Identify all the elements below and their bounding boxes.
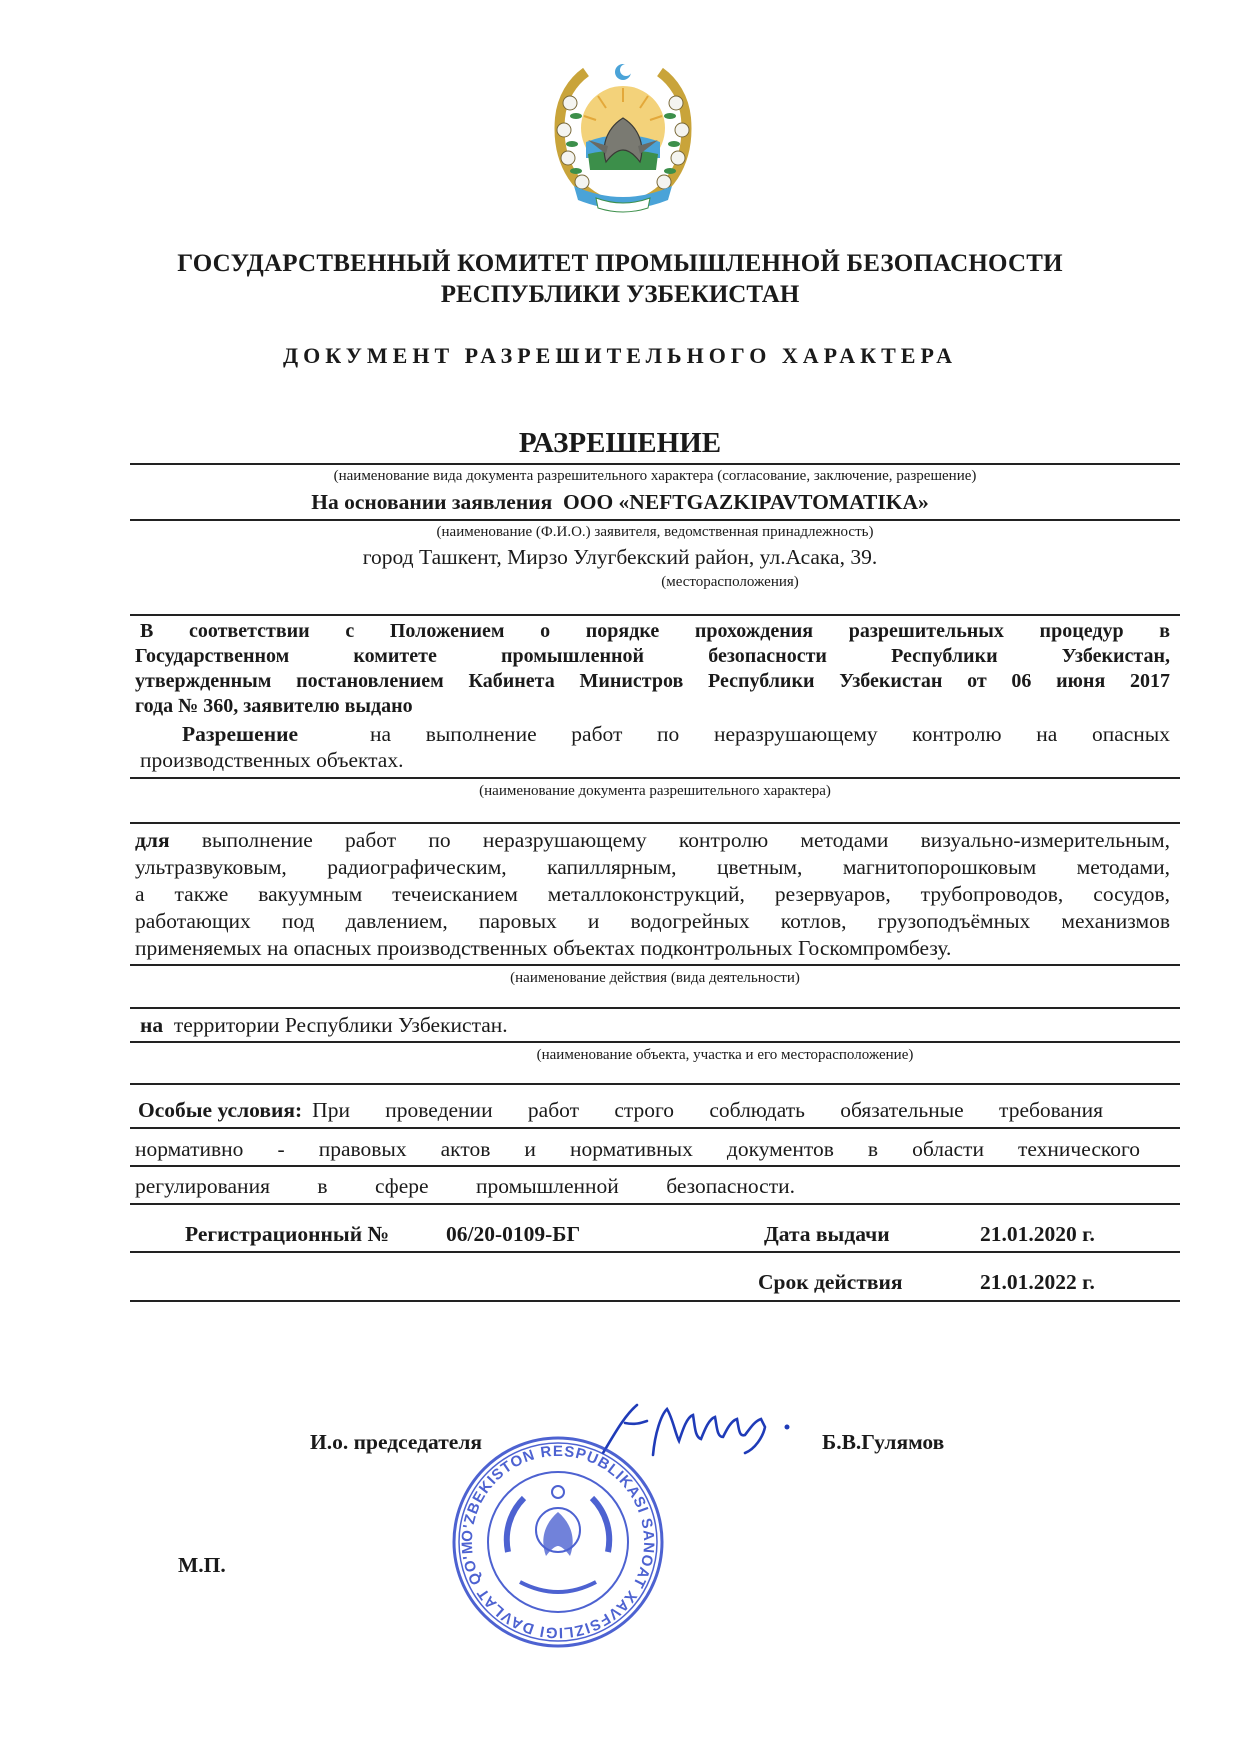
activity-underline (130, 964, 1180, 966)
territory-underline (130, 1041, 1180, 1043)
basis-line-4: года № 360, заявителю выдано (135, 695, 413, 717)
state-emblem (548, 58, 698, 218)
validity-rule (130, 1300, 1180, 1302)
conditions-rule-3 (130, 1203, 1180, 1205)
activity-label: для (135, 828, 170, 852)
basis-line-3: утвержденным постановлением Кабинета Министров Республики Узбекистан от 06 июня 2017 (135, 670, 1170, 692)
validity-label: Срок действия (758, 1270, 903, 1294)
permit-text-1: на выполнение работ по неразрушающему контролю на опасных (370, 722, 1170, 746)
applicant-underline (130, 519, 1180, 521)
signatory-name: Б.В.Гулямов (822, 1430, 945, 1454)
activity-line-2: ультразвуковым, радиографическим, капиллярным, цветным, магнитопорошковым методами, (135, 855, 1170, 879)
conditions-line-1 (138, 1098, 1103, 1123)
permit-label: Разрешение (182, 722, 299, 746)
applicant-name: ООО «NEFTGAZKIPAVTOMATIKA» (563, 490, 929, 514)
stamp-place-label: М.П. (178, 1553, 226, 1577)
applicant-prefix: На основании заявления (311, 490, 553, 514)
permit-caption: (наименование документа разрешительного характера) (479, 783, 831, 799)
conditions-top-rule (130, 1083, 1180, 1085)
issue-date: 21.01.2020 г. (980, 1222, 1095, 1246)
uzbekistan-emblem-icon (548, 58, 698, 218)
title-underline (130, 463, 1180, 465)
official-stamp (448, 1432, 668, 1652)
conditions-rule-2 (130, 1165, 1180, 1167)
conditions-line-2: нормативно - правовых актов и нормативных документов в области технического (135, 1137, 1140, 1161)
activity-caption: (наименование действия (вида деятельности) (510, 970, 800, 986)
conditions-rule-1 (130, 1127, 1180, 1129)
activity-top-rule (130, 822, 1180, 824)
applicant-line (0, 490, 1240, 515)
activity-line-3: а также вакуумным течеисканием металлоконструкций, резервуаров, трубопроводов, сосудов, (135, 882, 1170, 906)
issue-date-label: Дата выдачи (764, 1222, 890, 1246)
territory-line (140, 1013, 508, 1038)
basis-line-1: В соответствии с Положением о порядке прохождения разрешительных процедур в (140, 620, 1170, 642)
registration-number-label: Регистрационный № (185, 1222, 390, 1246)
validity-date: 21.01.2022 г. (980, 1270, 1095, 1294)
territory-label: на (140, 1013, 164, 1037)
territory-top-rule (130, 1007, 1180, 1009)
basis-line-2: Государственном комитете промышленной безопасности Республики Узбекистан, (135, 645, 1170, 667)
activity-line-4: работающих под давлением, паровых и водогрейных котлов, грузоподъёмных механизмов (135, 909, 1170, 933)
permit-underline (130, 777, 1180, 779)
territory-caption: (наименование объекта, участка и его месторасположение) (536, 1047, 914, 1063)
registration-number: 06/20-0109-БГ (446, 1222, 581, 1246)
permit-scope-line-2: производственных объектах. (140, 748, 404, 772)
registration-rule (130, 1251, 1180, 1253)
permit-scope-line-1 (182, 722, 1170, 747)
title-caption: (наименование вида документа разрешительного характера (согласование, заключение, разрешение) (333, 468, 977, 484)
permit-title: РАЗРЕШЕНИЕ (518, 427, 722, 459)
activity-line-1 (135, 828, 1170, 853)
applicant-caption: (наименование (Ф.И.О.) заявителя, ведомственная принадлежность) (436, 524, 874, 540)
committee-title-line1: ГОСУДАРСТВЕННЫЙ КОМИТЕТ ПРОМЫШЛЕННОЙ БЕЗОПАСНОСТИ (177, 250, 1063, 277)
activity-first-line: выполнение работ по неразрушающему контролю методами визуально-измерительным, (201, 828, 1171, 852)
document-type-heading: ДОКУМЕНТ РАЗРЕШИТЕЛЬНОГО ХАРАКТЕРА (283, 343, 957, 368)
address-caption: (месторасположения) (661, 574, 799, 590)
territory-text: территории Республики Узбекистан. (173, 1013, 508, 1037)
conditions-label: Особые условия: (138, 1098, 303, 1122)
applicant-address: город Ташкент, Мирзо Улугбекский район, ул.Асака, 39. (362, 545, 878, 569)
basis-top-rule (130, 614, 1180, 616)
round-stamp-icon (448, 1432, 668, 1652)
stamp-ring-text: O'ZBEKISTON RESPUBLIKASI SANOAT XAVFSIZLIGI DAVLAT QO'M (458, 1442, 658, 1642)
conditions-text-1: При проведении работ строго соблюдать обязательные требования (312, 1098, 1103, 1122)
committee-title-line2: РЕСПУБЛИКИ УЗБЕКИСТАН (440, 281, 800, 308)
activity-line-5: применяемых на опасных производственных объектах подконтрольных Госкомпромбезу. (135, 936, 952, 960)
conditions-line-3: регулирования в сфере промышленной безопасности. (135, 1174, 795, 1198)
signatory-role: И.о. председателя (310, 1430, 483, 1454)
